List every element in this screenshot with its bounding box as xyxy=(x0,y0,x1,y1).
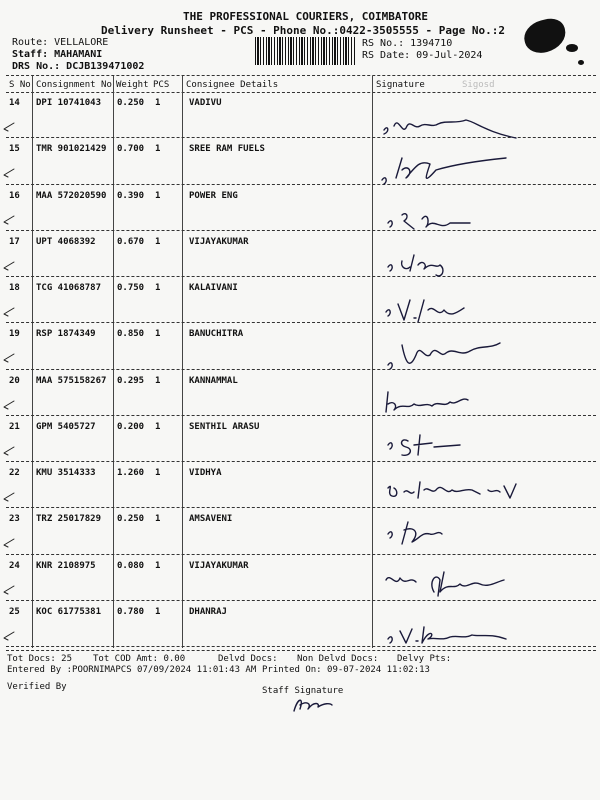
row-weight: 0.670 xyxy=(117,236,145,247)
row-sno: 25 xyxy=(9,606,20,617)
row-sno: 21 xyxy=(9,421,20,432)
row-consignment: TCG 41068787 xyxy=(36,283,102,293)
row-tick-mark xyxy=(2,250,32,276)
drs-number: DRS No.: DCJB139471002 xyxy=(12,61,145,72)
row-consignee: SREE RAM FUELS xyxy=(189,144,265,155)
row-tick-mark xyxy=(2,389,32,415)
row-sno: 23 xyxy=(9,514,20,525)
row-signature xyxy=(376,108,526,152)
row-separator xyxy=(6,461,596,462)
row-pcs: 1 xyxy=(155,606,161,617)
row-sno: 14 xyxy=(9,98,20,108)
row-consignee: VIJAYAKUMAR xyxy=(189,236,249,247)
col-signature: Signature xyxy=(376,80,425,90)
row-pcs: 1 xyxy=(155,236,161,247)
row-signature xyxy=(380,615,530,649)
row-tick-mark xyxy=(2,296,32,322)
row-consignment: DPI 10741043 xyxy=(36,98,102,108)
non-delvd-docs: Non Delvd Docs: xyxy=(297,654,379,664)
staff-signature-mark xyxy=(290,693,336,719)
col-weight: Weight xyxy=(116,80,149,90)
company-title: THE PROFESSIONAL COURIERS, COIMBATORE xyxy=(183,10,429,23)
row-consignee: AMSAVENI xyxy=(189,514,233,525)
tot-cod-amt: Tot COD Amt: 0.00 xyxy=(93,654,186,664)
row-consignment: MAA 575158267 xyxy=(36,375,107,386)
row-weight: 0.200 xyxy=(117,421,145,432)
row-pcs: 1 xyxy=(155,421,161,432)
delvd-docs: Delvd Docs: xyxy=(218,654,278,664)
printed-on: Printed On: 09-07-2024 11:02:13 xyxy=(262,665,430,675)
row-consignee: VIJAYAKUMAR xyxy=(189,560,249,571)
row-tick-mark xyxy=(2,527,32,553)
row-sno: 15 xyxy=(9,144,20,155)
row-weight: 0.295 xyxy=(117,375,145,386)
col-divider-3 xyxy=(182,76,183,648)
row-tick-mark xyxy=(2,435,32,461)
rs-number: RS No.: 1394710 xyxy=(362,38,453,49)
rs-date: RS Date: 09-Jul-2024 xyxy=(362,50,483,61)
row-weight: 0.780 xyxy=(117,606,145,617)
row-consignee: DHANRAJ xyxy=(189,606,227,617)
row-sno: 16 xyxy=(9,190,20,201)
row-weight: 0.250 xyxy=(117,98,145,108)
row-weight: 0.700 xyxy=(117,144,145,155)
row-weight: 0.850 xyxy=(117,329,145,340)
row-signature xyxy=(380,512,480,556)
row-signature xyxy=(380,245,480,287)
row-consignee: KANNAMMAL xyxy=(189,375,238,386)
row-sno: 22 xyxy=(9,468,20,478)
ink-blot xyxy=(521,15,570,57)
row-consignment: UPT 4068392 xyxy=(36,236,96,247)
row-tick-mark xyxy=(2,204,32,230)
ink-blot-small xyxy=(566,44,578,52)
row-consignment: KOC 61775381 xyxy=(36,606,102,617)
row-consignment: RSP 1874349 xyxy=(36,329,96,340)
row-pcs: 1 xyxy=(155,514,161,525)
row-signature xyxy=(380,203,490,239)
row-tick-mark xyxy=(2,157,32,183)
staff-label: Staff: MAHAMANI xyxy=(12,49,103,60)
delvy-pts: Delvy Pts: xyxy=(397,654,452,664)
row-tick-mark xyxy=(2,574,32,600)
row-consignment: TRZ 25017829 xyxy=(36,514,102,525)
row-signature xyxy=(380,470,530,510)
footer-rule xyxy=(6,650,596,651)
row-signature xyxy=(376,150,526,198)
row-weight: 0.080 xyxy=(117,560,145,571)
col-sno: S No xyxy=(9,80,31,90)
row-separator xyxy=(6,322,596,323)
row-consignee: VADIVU xyxy=(189,98,222,108)
row-consignment: MAA 572020590 xyxy=(36,190,107,201)
verified-by: Verified By xyxy=(7,682,67,692)
row-weight: 1.260 xyxy=(117,468,145,478)
col-consignment: Consignment No xyxy=(36,80,112,90)
row-separator xyxy=(6,276,596,277)
row-tick-mark xyxy=(2,111,32,137)
row-pcs: 1 xyxy=(155,560,161,571)
row-pcs: 1 xyxy=(155,329,161,340)
row-consignee: BANUCHITRA xyxy=(189,329,244,340)
row-consignee: VIDHYA xyxy=(189,468,222,478)
route-label: Route: VELLALORE xyxy=(12,37,109,48)
row-signature xyxy=(380,425,500,461)
row-sno: 17 xyxy=(9,236,20,247)
row-tick-mark xyxy=(2,481,32,507)
entered-by: Entered By :POORNIMAPCS 07/09/2024 11:01:43 AM xyxy=(7,665,257,675)
row-signature xyxy=(380,380,500,424)
staff-signature-label: Staff Signature xyxy=(262,686,344,696)
col-pcs: PCS xyxy=(153,80,170,90)
row-pcs: 1 xyxy=(155,144,161,155)
col-faded-stamp: Sigosd xyxy=(462,80,495,90)
row-tick-mark xyxy=(2,620,32,646)
col-divider-4 xyxy=(372,76,373,648)
ink-dot xyxy=(578,60,584,65)
row-weight: 0.390 xyxy=(117,190,145,201)
row-weight: 0.750 xyxy=(117,283,145,293)
row-weight: 0.250 xyxy=(117,514,145,525)
row-consignment: KNR 2108975 xyxy=(36,560,96,571)
col-divider-2 xyxy=(113,76,114,648)
row-separator xyxy=(6,554,596,555)
col-divider-1 xyxy=(32,76,33,648)
row-pcs: 1 xyxy=(155,283,161,293)
row-consignment: GPM 5405727 xyxy=(36,421,96,432)
row-sno: 24 xyxy=(9,560,20,571)
row-separator xyxy=(6,415,596,416)
row-pcs: 1 xyxy=(155,98,161,108)
row-signature xyxy=(378,292,488,332)
row-signature xyxy=(380,562,530,606)
barcode-image xyxy=(255,37,355,65)
row-pcs: 1 xyxy=(155,375,161,386)
runsheet-subtitle: Delivery Runsheet - PCS - Phone No.:0422-3505555 - Page No.:2 xyxy=(101,24,505,37)
row-pcs: 1 xyxy=(155,190,161,201)
row-separator xyxy=(6,230,596,231)
row-consignee: SENTHIL ARASU xyxy=(189,421,260,432)
tot-docs: Tot Docs: 25 xyxy=(7,654,73,664)
row-signature xyxy=(380,335,520,379)
row-sno: 18 xyxy=(9,283,20,293)
row-tick-mark xyxy=(2,342,32,368)
row-sno: 19 xyxy=(9,329,20,340)
col-consignee: Consignee Details xyxy=(186,80,279,90)
row-pcs: 1 xyxy=(155,468,161,478)
row-consignment: KMU 3514333 xyxy=(36,468,96,478)
header-rule-top xyxy=(6,75,596,76)
row-consignment: TMR 901021429 xyxy=(36,144,107,155)
row-consignee: POWER ENG xyxy=(189,190,238,201)
row-consignee: KALAIVANI xyxy=(189,283,238,293)
header-rule-bottom xyxy=(6,92,596,93)
row-sno: 20 xyxy=(9,375,20,386)
